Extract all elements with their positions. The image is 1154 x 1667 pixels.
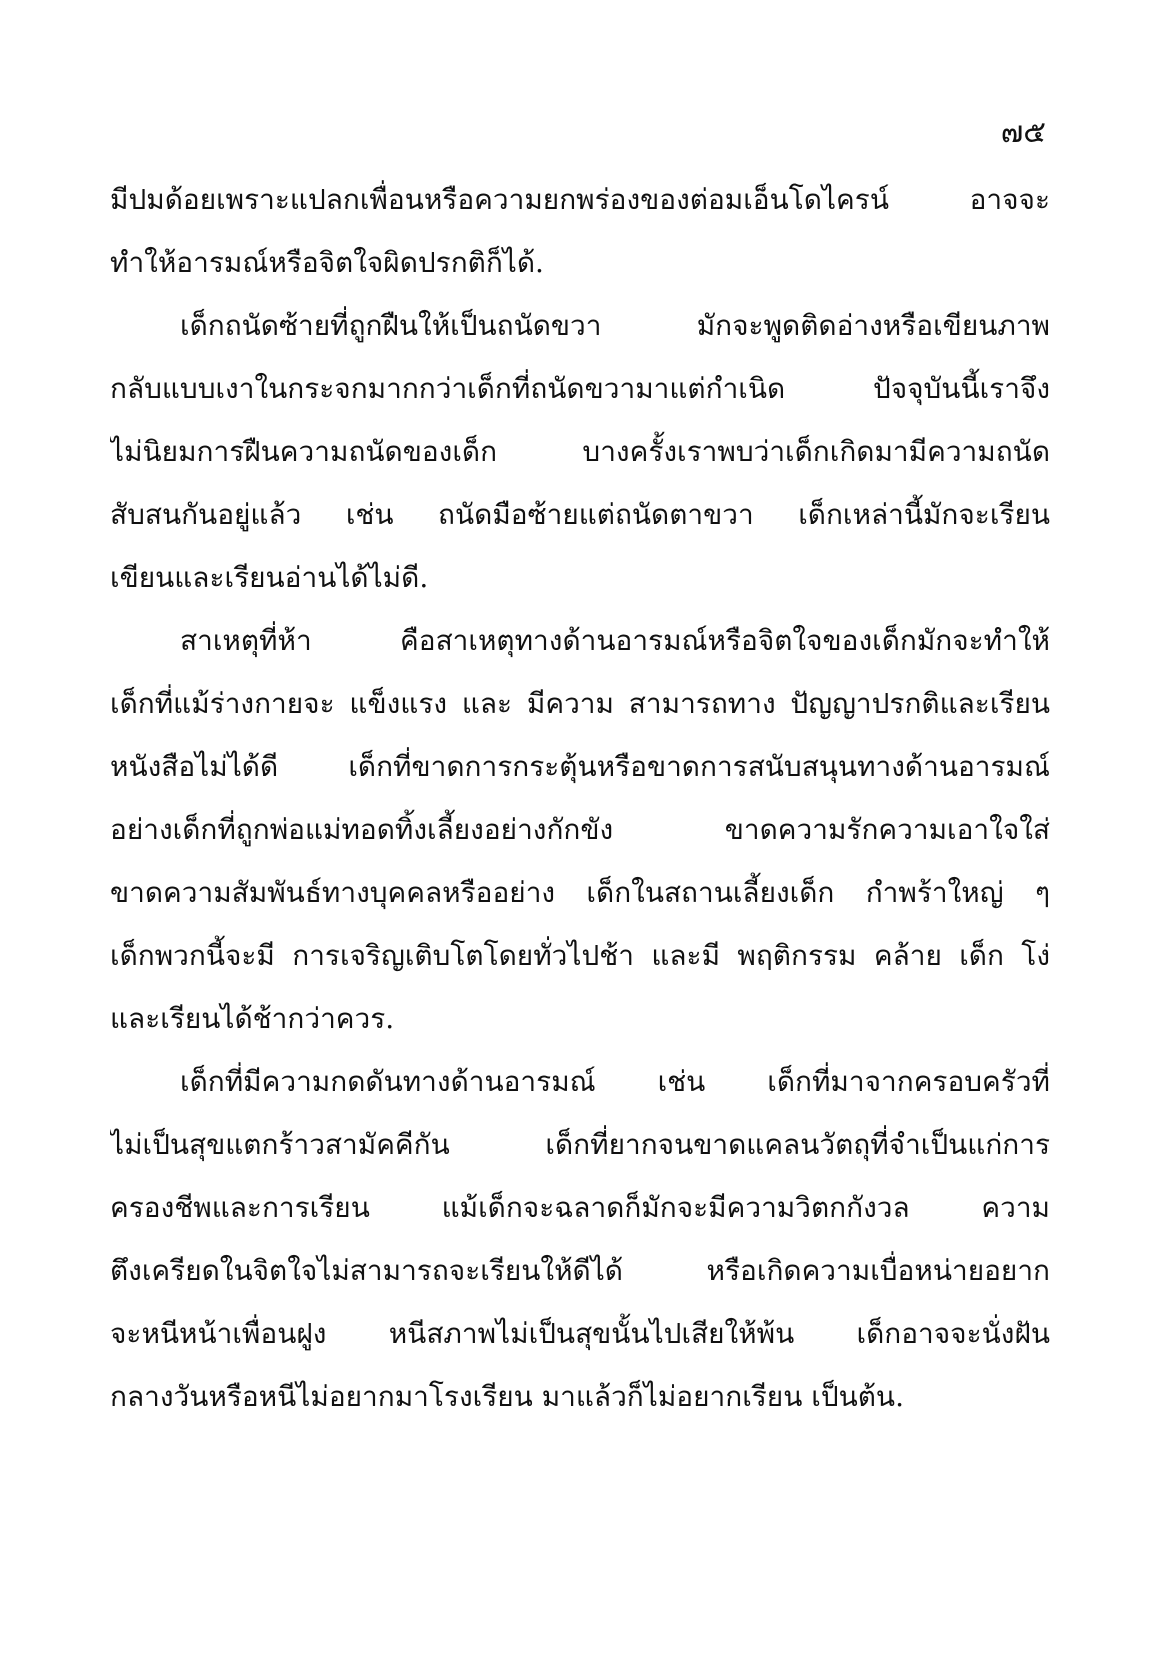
text-line: กลับแบบเงาในกระจกมากกว่าเด็กที่ถนัดขวามาแต่กำเนิด ปัจจุบันนี้เราจึง xyxy=(110,372,1050,405)
page-number: ๗๕ xyxy=(1000,115,1046,150)
text-line: เด็กที่แม้ร่างกายจะ แข็งแรง และ มีความ สามารถทาง ปัญญาปรกติและเรียน xyxy=(110,687,1050,720)
text-line: ตึงเครียดในจิตใจไม่สามารถจะเรียนให้ดีได้ หรือเกิดความเบื่อหน่ายอยาก xyxy=(110,1254,1050,1287)
text-line: กลางวันหรือหนีไม่อยากมาโรงเรียน มาแล้วก็ไม่อยากเรียน เป็นต้น. xyxy=(110,1380,904,1413)
text-line: อย่างเด็กที่ถูกพ่อแม่ทอดทิ้งเลี้ยงอย่างกักขัง ขาดความรักความเอาใจใส่ xyxy=(110,813,1050,846)
text-line: ไม่เป็นสุขแตกร้าวสามัคคีกัน เด็กที่ยากจนขาดแคลนวัตถุที่จำเป็นแก่การ xyxy=(110,1128,1050,1161)
body-text xyxy=(110,168,1050,1428)
text-line: ครองชีพและการเรียน แม้เด็กจะฉลาดก็มักจะมีความวิตกกังวล ความ xyxy=(110,1191,1050,1224)
text-line: และเรียนได้ช้ากว่าควร. xyxy=(110,1002,395,1035)
text-line: ขาดความสัมพันธ์ทางบุคคลหรืออย่าง เด็กในสถานเลี้ยงเด็ก กำพร้าใหญ่ ๆ xyxy=(110,876,1050,909)
text-line: ไม่นิยมการฝืนความถนัดของเด็ก บางครั้งเราพบว่าเด็กเกิดมามีความถนัด xyxy=(110,435,1050,468)
text-line: สับสนกันอยู่แล้ว เช่น ถนัดมือซ้ายแต่ถนัดตาขวา เด็กเหล่านี้มักจะเรียน xyxy=(110,498,1050,531)
text-line: เด็กถนัดซ้ายที่ถูกฝืนให้เป็นถนัดขวา มักจะพูดติดอ่างหรือเขียนภาพ xyxy=(180,309,1050,342)
text-line: มีปมด้อยเพราะแปลกเพื่อนหรือความยกพร่องของต่อมเอ็นโดไครน์ อาจจะ xyxy=(110,183,1050,216)
text-line: เขียนและเรียนอ่านได้ไม่ดี. xyxy=(110,561,429,594)
text-line: จะหนีหน้าเพื่อนฝูง หนีสภาพไม่เป็นสุขนั้นไปเสียให้พ้น เด็กอาจจะนั่งฝัน xyxy=(110,1317,1050,1350)
text-line: สาเหตุที่ห้า คือสาเหตุทางด้านอารมณ์หรือจิตใจของเด็กมักจะทำให้ xyxy=(180,624,1050,657)
text-line: เด็กที่มีความกดดันทางด้านอารมณ์ เช่น เด็กที่มาจากครอบครัวที่ xyxy=(180,1065,1050,1098)
text-line: เด็กพวกนี้จะมี การเจริญเติบโตโดยทั่วไปช้า และมี พฤติกรรม คล้าย เด็ก โง่ xyxy=(110,939,1050,972)
text-line: ทำให้อารมณ์หรือจิตใจผิดปรกติก็ได้. xyxy=(110,246,544,279)
text-line: หนังสือไม่ได้ดี เด็กที่ขาดการกระตุ้นหรือขาดการสนับสนุนทางด้านอารมณ์ xyxy=(110,750,1050,783)
